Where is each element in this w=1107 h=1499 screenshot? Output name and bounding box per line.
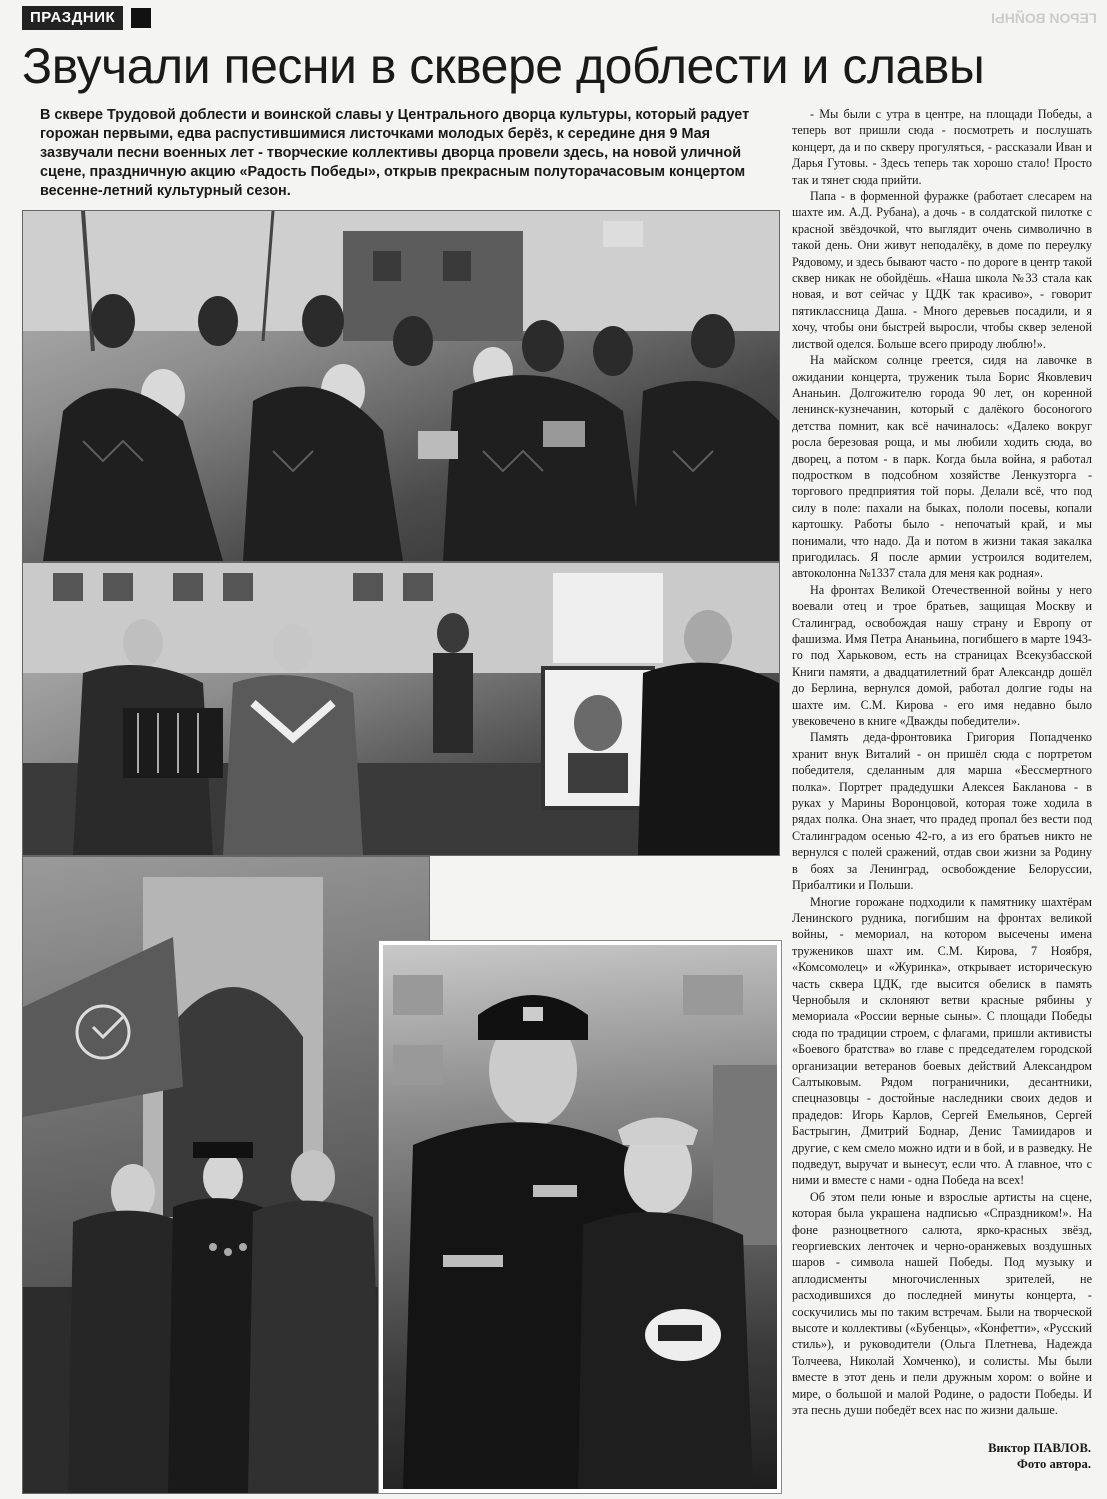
section-marker xyxy=(131,8,151,28)
byline-author: Виктор ПАВЛОВ. xyxy=(988,1441,1091,1455)
byline-credit: Фото автора. xyxy=(1017,1457,1091,1471)
section-bar xyxy=(22,6,151,30)
body-paragraph: Многие горожане подходили к памятнику шахтёрам Ленинского рудника, погибшим на фронтах великой войны, - мемориал, на котором высечены имена тружеников шахт им. С.М. Кирова, 7 Ноября, «Комсомолец» и «Журинка», открывает историческую часть сквера ЦДК, где высится обелиск в память Чернобыля и склоняют ветви красные рябины у мемориала «России верные сыны». С площади Победы сюда по традиции строем, с флагами, пришли активисты «Боевого братства» во главе с председателем городской организации ветеранов боевых действий Александром Салтыковым. Рядом пограничники, десантники, спецназовцы - достойные наследники своих дедов и прадедов: Игорь Карлов, Сергей Емельянов, Сергей Бастрыгин, Дмитрий Боднар, Денис Тамиидаров и другие, с кем смело можно идти и в бой, и в разведку. Не подведут, выручат и вынесут, если что. А главное, что с ними и вместе с нами - одна Победа на всех! xyxy=(792,894,1092,1188)
body-paragraph: Об этом пели юные и взрослые артисты на сцене, которая была украшена надписью «Спраздником!». На фоне разноцветного салюта, ярко-красных звёзд, георгиевских ленточек и черно-оранжевых воздушных шаров - символа нашей Победы. Под музыку и аплодисменты многочисленных зрителей, не расходившихся до последней минуты концерта, - соскучились мы по таким встречам. Были на творческой высоте и коллективы («Бубенцы», «Конфетти», «Русский стиль»), и руководители (Ольга Плетнева, Надежда Толчеева, Николай Хомченко), и солисты. Мы были вместе в этот день и пели дружным хором: о войне и мире, о большой и малой Родине, о радости Победы. И эта песнь души победёт всех нас по жизни дальше. xyxy=(792,1189,1092,1418)
section-label: ПРАЗДНИК xyxy=(22,6,123,30)
body-paragraph: Память деда-фронтовика Григория Попадченко хранит внук Виталий - он пришёл сюда с портретом победителя, сделанным для марша «Бессмертного полка». Портрет прадедушки Алексея Бакланова - в руках у Марины Воронцовой, которая тоже ходила в рядах полка. Она знает, что прадед пропал без вести под Сталинградом осенью 42-го, а из его братьев никто не вернулся с полей сражений, отдав свои жизни за Родину в боях за Ленинград, освобождение Белоруссии, Прибалтики и Польши. xyxy=(792,730,1092,893)
body-paragraph: На фронтах Великой Отечественной войны у него воевали отец и трое братьев, защищая Москву и Сталинград, освобождая нашу страну и Европу от фашизма. Имя Петра Ананьина, погибшего в марте 1943-го под Харьковом, есть на страницах Всекузбасской Книги памяти, а двадцатилетний брат Александр дошёл до Берлина, вернулся домой, работал долгие годы на шахте им. С.М. Кирова - его имя недавно было увековечено в книге «Дважды победители». xyxy=(792,582,1092,729)
lead-paragraph: В сквере Трудовой доблести и воинской славы у Центрального дворца культуры, который радует горожан первыми, едва распустившимися листочками молодых берёз, к середине дня 9 Мая зазвучали песни военных лет - творческие коллективы дворца провели здесь, на новой уличной сцене, праздничную акцию «Радость Победы», открыв прекрасным полуторачасовым концертом весенне-летний культурный сезон. xyxy=(40,107,750,199)
body-paragraph: - Мы были с утра в центре, на площади Победы, а теперь вот пришли сюда - посмотреть и послушать концерт, да и по скверу прогуляться, - рассказали Иван и Дарья Гутовы. - Здесь теперь так хорошо стало! Просто так и тянет сюда прийти. xyxy=(792,107,1092,187)
body-paragraph: Папа - в форменной фуражке (работает слесарем на шахте им. А.Д. Рубана), а дочь - в солдатской пилотке с красной звёздочкой, что выглядит очень символично в такой день. Они живут неподалёку, в доме по переулку Рядовому, и здесь бывают часто - по дороге в центр такой сквер никак не обойдёшь. «Наша школа №33 стала как новая, и вот сейчас у ЦДК так красиво», - говорит пятиклассница Даша. - Много деревьев посадили, и я хочу, чтобы они быстрей выросли, чтобы сквер зеленой листвой оделся. Больше всего природу люблю!». xyxy=(792,189,1092,351)
article-body-column xyxy=(792,106,1092,1419)
body-paragraph: На майском солнце греется, сидя на лавочке в ожидании концерта, труженик тыла Борис Яковлевич Ананьин. Долгожителю города 90 лет, он коренной ленинск-кузнечанин, который с далёкого босоногого детства помнит, как всё начиналось: «Далеко вокруг росла березовая роща, и мы любили ходить сюда, во дворец, а потом - в парк. Когда была война, я работал подростком в подсобном хозяйстве Ленкузторга - торгового предприятия той поры. Делали всё, что под силу в поле: пахали на быках, пололи посевы, копали картошку. Работы было - непочатый край, и мы понимали, что надо. Да и потом в жизни такая закалка пригодилась. Я после армии устроился водителем, автоколонна №1337 стала для меня как родная». xyxy=(792,353,1092,581)
photo-father-and-daughter xyxy=(378,940,782,1494)
bleed-through-header: ГЕРОИ ВОЙНЫ xyxy=(991,10,1097,26)
byline xyxy=(988,1440,1091,1472)
headline: Звучали песни в сквере доблести и славы xyxy=(22,38,985,94)
photo-veterans-with-banner xyxy=(22,856,430,1494)
photo-accordion-and-portrait xyxy=(22,562,780,856)
photo-girls-with-flags xyxy=(22,210,780,562)
